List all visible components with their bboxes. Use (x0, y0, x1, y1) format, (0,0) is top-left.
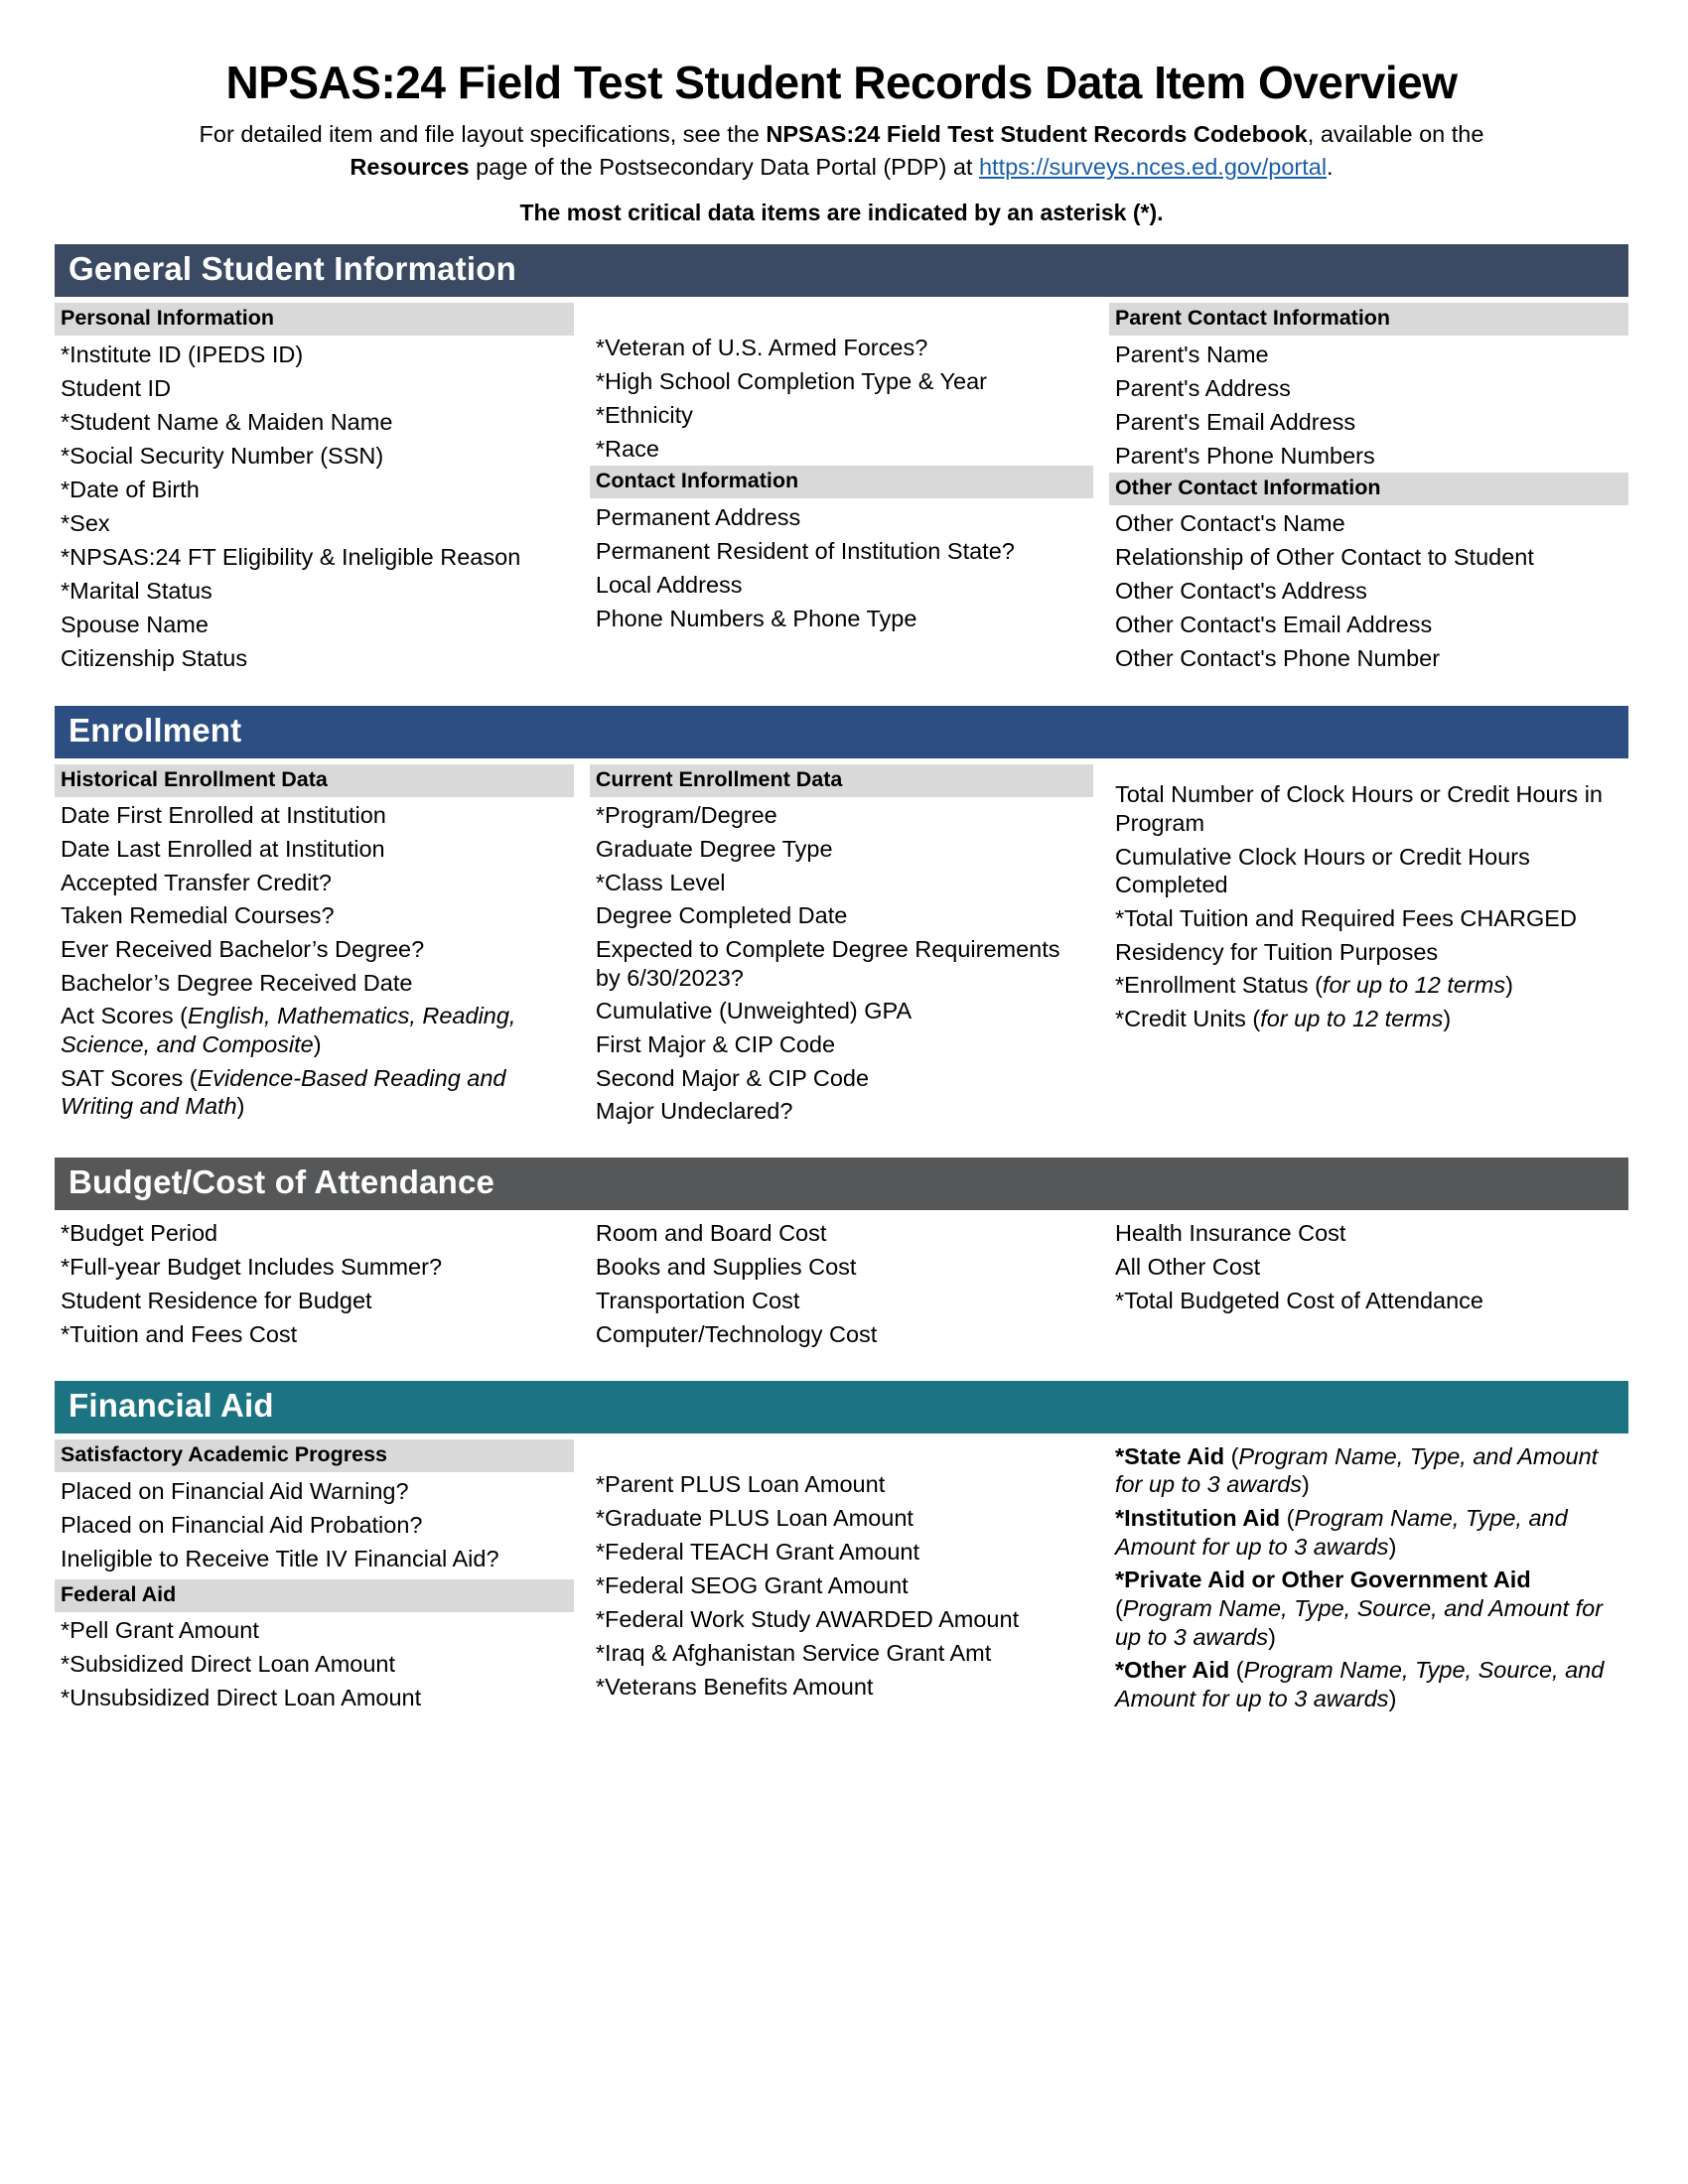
list-item: All Other Cost (1114, 1253, 1261, 1280)
codebook-name: NPSAS:24 Field Test Student Records Codebook (766, 120, 1308, 147)
list-item: Date First Enrolled at Institution (61, 802, 386, 829)
list-item: Cumulative (Unweighted) GPA (595, 998, 913, 1024)
subhead-contact-information: Contact Information (590, 466, 1093, 498)
list-item: *Federal SEOG Grant Amount (595, 1571, 909, 1598)
list-item: Accepted Transfer Credit? (61, 869, 332, 895)
list-item: *Tuition and Fees Cost (61, 1320, 298, 1347)
list-item: Parent's Phone Numbers (1114, 442, 1375, 469)
list-item: *Ethnicity (595, 401, 693, 428)
list-item: *Race (595, 435, 659, 462)
list-item: Books and Supplies Cost (595, 1253, 857, 1280)
list-item: *Institution Aid (Program Name, Type, and Amount for up to 3 awards) (1114, 1505, 1568, 1560)
list-item: Bachelor’s Degree Received Date (61, 969, 413, 996)
list-item: *Social Security Number (SSN) (61, 442, 384, 469)
section-banner-general: General Student Information (55, 244, 1628, 297)
document-subtitle (144, 118, 1539, 185)
list-item: Phone Numbers & Phone Type (595, 605, 917, 631)
list-item: *Unsubsidized Direct Loan Amount (61, 1685, 422, 1711)
list-item: *Credit Units (for up to 12 terms) (1114, 1006, 1452, 1032)
list-item: *Marital Status (61, 577, 212, 604)
list-item: Major Undeclared? (595, 1098, 793, 1125)
section-banner-budget: Budget/Cost of Attendance (55, 1158, 1628, 1210)
list-item: Health Insurance Cost (1114, 1219, 1346, 1246)
list-item: *Total Budgeted Cost of Attendance (1114, 1287, 1483, 1313)
page-title: NPSAS:24 Field Test Student Records Data Item Overview (225, 57, 1458, 108)
budget-column-2 (590, 1216, 1109, 1351)
list-item: *Subsidized Direct Loan Amount (61, 1651, 396, 1678)
list-item: *Federal Work Study AWARDED Amount (595, 1605, 1020, 1632)
subhead-satisfactory-academic-progress: Satisfactory Academic Progress (55, 1439, 574, 1472)
resources-label: Resources (350, 153, 470, 180)
list-item: Transportation Cost (595, 1287, 800, 1313)
list-item: *Parent PLUS Loan Amount (595, 1470, 886, 1497)
list-item: Permanent Address (595, 503, 801, 530)
list-item: Other Contact's Address (1114, 578, 1367, 605)
subtitle-text-mid2: page of the Postsecondary Data Portal (PDP) at (469, 153, 979, 180)
list-item: Citizenship Status (61, 644, 248, 671)
list-item: Student ID (61, 374, 172, 401)
list-item: *NPSAS:24 FT Eligibility & Ineligible Reason (61, 543, 521, 570)
list-item: Relationship of Other Contact to Student (1114, 544, 1534, 571)
enrollment-column-3 (1109, 764, 1628, 1128)
list-item: *Full-year Budget Includes Summer? (61, 1253, 443, 1280)
list-item: Spouse Name (61, 611, 209, 637)
general-column-3 (1109, 303, 1628, 676)
list-item: *Date of Birth (61, 476, 200, 502)
financial-aid-column-3 (1109, 1439, 1628, 1715)
list-item: Ineligible to Receive Title IV Financial Aid? (61, 1545, 499, 1571)
subhead-parent-contact-information: Parent Contact Information (1109, 303, 1628, 336)
list-item: Residency for Tuition Purposes (1114, 938, 1439, 965)
list-item: *Class Level (595, 869, 726, 895)
list-item: Second Major & CIP Code (595, 1064, 870, 1091)
section-general-student-information (55, 244, 1628, 676)
list-item: First Major & CIP Code (595, 1030, 836, 1057)
list-item: Permanent Resident of Institution State? (595, 537, 1015, 564)
subhead-personal-information: Personal Information (55, 303, 574, 336)
list-item: Placed on Financial Aid Warning? (61, 1477, 409, 1504)
section-financial-aid (55, 1381, 1628, 1715)
list-item: *Enrollment Status (for up to 12 terms) (1114, 972, 1513, 999)
portal-link[interactable]: https://surveys.nces.ed.gov/portal (978, 153, 1328, 180)
list-item: *Sex (61, 509, 110, 536)
list-item: *Other Aid (Program Name, Type, Source, and Amount for up to 3 awards) (1114, 1657, 1605, 1712)
general-column-2 (590, 303, 1109, 676)
list-item: *High School Completion Type & Year (595, 367, 987, 394)
budget-column-1 (55, 1216, 590, 1351)
list-item: Taken Remedial Courses? (61, 902, 335, 929)
list-item: Total Number of Clock Hours or Credit Hours in Program (1114, 781, 1603, 837)
subhead-historical-enrollment-data: Historical Enrollment Data (55, 764, 574, 797)
subtitle-text-end: . (1327, 153, 1334, 180)
general-column-1 (55, 303, 590, 676)
list-item: Student Residence for Budget (61, 1287, 372, 1313)
list-item: *Veterans Benefits Amount (595, 1673, 874, 1700)
list-item: Other Contact's Email Address (1114, 612, 1433, 638)
list-item: Placed on Financial Aid Probation? (61, 1511, 423, 1538)
subhead-federal-aid: Federal Aid (55, 1579, 574, 1612)
list-item: Cumulative Clock Hours or Credit Hours Completed (1114, 843, 1530, 898)
list-item: Other Contact's Phone Number (1114, 645, 1441, 672)
list-item: Expected to Complete Degree Requirements by 6/30/2023? (595, 935, 1060, 991)
section-banner-enrollment: Enrollment (55, 706, 1628, 758)
subhead-other-contact-information: Other Contact Information (1109, 473, 1628, 505)
list-item: Ever Received Bachelor’s Degree? (61, 935, 425, 962)
budget-column-3 (1109, 1216, 1628, 1351)
list-item: Parent's Address (1114, 374, 1291, 401)
list-item: *Pell Grant Amount (61, 1617, 259, 1644)
asterisk-note: The most critical data items are indicated by an asterisk (*). (519, 200, 1164, 226)
subtitle-text-mid: , available on the (1307, 120, 1484, 147)
list-item: *Federal TEACH Grant Amount (595, 1538, 919, 1565)
list-item: *Iraq & Afghanistan Service Grant Amt (595, 1639, 992, 1666)
enrollment-column-1 (55, 764, 590, 1128)
list-item: *Private Aid or Other Government Aid (Program Name, Type, Source, and Amount for up to 3 awards) (1114, 1567, 1604, 1650)
list-item: Other Contact's Name (1114, 510, 1345, 537)
financial-aid-column-1 (55, 1439, 590, 1715)
list-item: Date Last Enrolled at Institution (61, 835, 385, 862)
list-item: Local Address (595, 571, 743, 598)
list-item: *Budget Period (61, 1219, 218, 1246)
list-item: Graduate Degree Type (595, 835, 833, 862)
section-enrollment (55, 706, 1628, 1128)
section-budget-cost-of-attendance (55, 1158, 1628, 1351)
list-item: Act Scores (English, Mathematics, Reading, Science, and Composite) (61, 1003, 516, 1057)
list-item: Parent's Name (1114, 341, 1269, 367)
section-banner-financial-aid: Financial Aid (55, 1381, 1628, 1433)
list-item: *Total Tuition and Required Fees CHARGED (1114, 905, 1577, 932)
enrollment-column-2 (590, 764, 1109, 1128)
list-item: *Graduate PLUS Loan Amount (595, 1504, 914, 1531)
list-item: *State Aid (Program Name, Type, and Amount for up to 3 awards) (1114, 1442, 1599, 1498)
list-item: SAT Scores (Evidence-Based Reading and Writing and Math) (61, 1064, 506, 1120)
list-item: Degree Completed Date (595, 902, 848, 929)
list-item: *Student Name & Maiden Name (61, 408, 393, 435)
subtitle-text-pre: For detailed item and file layout specifications, see the (199, 120, 767, 147)
financial-aid-column-2 (590, 1439, 1109, 1715)
list-item: Computer/Technology Cost (595, 1320, 878, 1347)
list-item: Room and Board Cost (595, 1219, 827, 1246)
list-item: *Institute ID (IPEDS ID) (61, 341, 304, 367)
list-item: *Veteran of U.S. Armed Forces? (595, 334, 928, 360)
subhead-current-enrollment-data: Current Enrollment Data (590, 764, 1093, 797)
list-item: *Program/Degree (595, 802, 777, 829)
list-item: Parent's Email Address (1114, 408, 1356, 435)
